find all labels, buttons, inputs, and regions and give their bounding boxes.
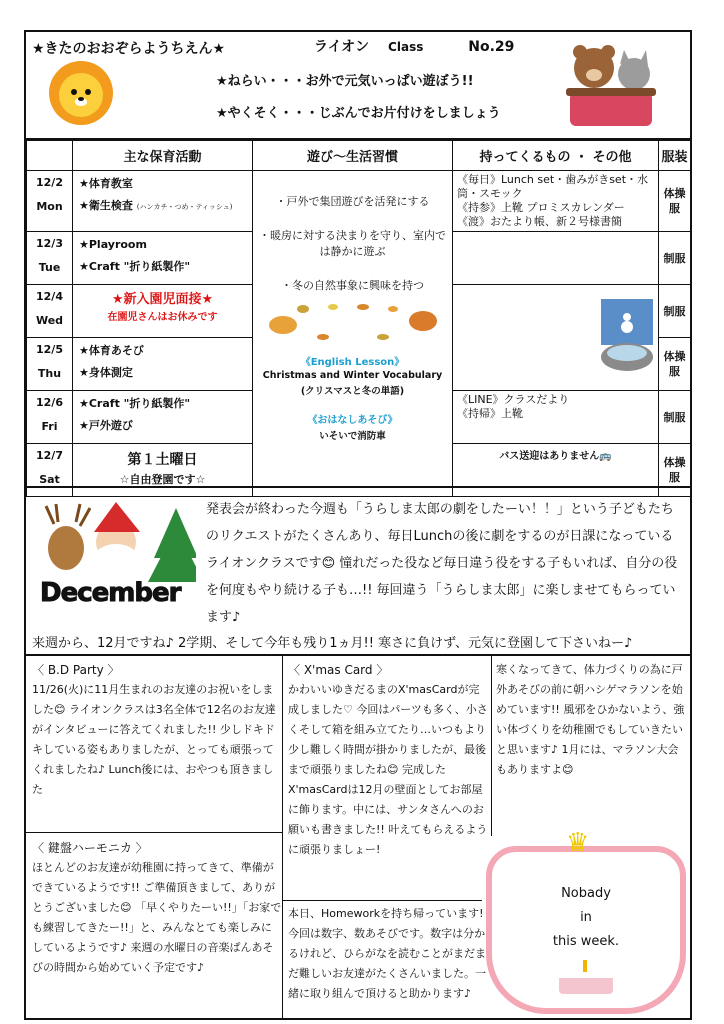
issue-number: No.29 <box>468 39 515 55</box>
activity-text: ★Craft "折り紙製作" <box>79 397 191 410</box>
lion-illustration <box>46 58 116 128</box>
uniform-cell: 体操服 <box>659 338 691 391</box>
bring-item: 《持帰》上靴 <box>457 407 523 420</box>
date-label: 12/4 <box>36 290 63 303</box>
activity-note: 在園児さんはお休みです <box>107 312 218 323</box>
activity-text: 第１土曜日 <box>127 452 198 468</box>
activity-text: ★新入園児面接★ <box>111 292 214 307</box>
activity-text: ★戸外遊び <box>79 419 133 432</box>
header-date <box>27 141 73 171</box>
bring-item: 《持参》上靴 プロミスカレンダー <box>457 201 625 214</box>
notes-section <box>26 654 690 1018</box>
goal-promise: ★やくそく・・・じぶんでお片付けをしましょう <box>216 106 501 121</box>
day-cell <box>27 338 73 391</box>
divider <box>491 656 492 836</box>
weekday-label: Sat <box>39 473 60 486</box>
autumn-leaves-illustration <box>263 301 443 343</box>
homework-note <box>288 904 488 1004</box>
day-cell <box>27 171 73 232</box>
bring-item: 《LINE》クラスだより <box>457 393 570 406</box>
date-label: 12/6 <box>36 396 63 409</box>
school-name: ★きたのおおぞらようちえん★ <box>32 41 226 57</box>
december-title: December <box>40 578 181 608</box>
uniform-cell: 体操服 <box>659 171 691 232</box>
uniform-cell: 制服 <box>659 391 691 444</box>
class-info <box>314 36 514 56</box>
divider <box>282 900 482 901</box>
day-cell <box>27 391 73 444</box>
header-play: 遊び～生活習慣 <box>253 141 453 171</box>
class-label: Class <box>388 40 424 54</box>
story-play-topic: いそいで消防車 <box>319 431 386 442</box>
divider <box>26 832 282 833</box>
day-cell <box>27 232 73 285</box>
weekday-label: Thu <box>37 367 62 380</box>
keyboard-harmonica-text: ほとんどのお友達が幼稚園に持ってきて、準備ができているようです!! ご準備頂きまして、ありがとうございました😊 「早くやりたーい!!」「お家でも練習してきたー!!」と、みんなとても楽しみにしているようです♪ 来週の水曜日の音楽ぱんあそびの時間から始めていく予定です♪ <box>32 861 282 974</box>
december-message-2: 来週から、12月ですね♪ 2学期、そして今年も残り1ヵ月!! 寒さに負けず、元気に登園して下さいねー♪ <box>32 636 633 651</box>
bring-item: 《毎日》Lunch set・歯みがきset・水筒・スモック <box>457 173 649 200</box>
date-label: 12/7 <box>36 449 63 462</box>
bring-cell <box>453 391 659 444</box>
play-item: ・冬の自然事象に興味を持つ <box>281 279 424 292</box>
uniform-cell: 制服 <box>659 232 691 285</box>
english-lesson-topic-jp: (クリスマスと冬の単語) <box>300 386 405 397</box>
story-play-title: 《おはなしあそび》 <box>307 415 398 426</box>
activity-cell <box>73 338 253 391</box>
play-item: ・暖房に対する決まりを守り、室内では静かに遊ぶ <box>259 229 446 258</box>
bring-cell <box>453 285 659 391</box>
goal-aim: ★ねらい・・・お外で元気いっぱい遊ぼう!! <box>216 74 474 89</box>
activity-cell <box>73 285 253 338</box>
xmas-card-note <box>288 660 488 860</box>
birthday-message-line: in <box>580 910 592 925</box>
bd-party-title: 〈 B.D Party 〉 <box>32 663 120 677</box>
weekday-label: Mon <box>36 200 63 213</box>
birthday-card <box>486 828 686 1014</box>
date-label: 12/2 <box>36 176 63 189</box>
activity-text: ★体育教室 <box>79 177 133 190</box>
day-cell <box>27 285 73 338</box>
table-row <box>27 171 691 232</box>
activity-text: ★身体測定 <box>79 366 133 379</box>
weekday-label: Fri <box>41 420 58 433</box>
marathon-text: 寒くなってきて、体力づくりの為に戸外あそびの前に朝ハシゲマラソンを始めています!! 風邪をひかないよう、強い体づくりを幼稚園でもしていきたいと思います♪ 1月には、マラソン大会もありますよ😊 <box>496 663 685 776</box>
weekday-label: Wed <box>35 314 64 327</box>
uniform-cell: 体操服 <box>659 444 691 497</box>
activity-cell <box>73 232 253 285</box>
bear-and-cat-kotatsu-illustration <box>556 40 666 132</box>
december-section <box>26 486 690 656</box>
homework-text: 本日、Homeworkを持ち帰っています! 今回は数字、数あそびです。数字は分かるけれど、ひらがなを読むことがまだまだ難しいお友達がたくさんいました。一緒に取り組んで頂けると助かります♪ <box>288 907 486 1000</box>
xmas-card-text: かわいいゆきだるまのX'masCardが完成しました♡ 今回はパーツも多く、小さくそして箱を組み立てたり…いつもより少し難しく時間が掛かりましたが、最後まで頑張りましたね😊 完成したX'masCardは12月の壁面としてお部屋に飾ります。中には、サンタさんへのお願いも書きました!! 叶えてもらえるように頑張りましょー! <box>288 683 488 856</box>
keyboard-harmonica-title: 〈 鍵盤ハーモニカ 〉 <box>32 841 148 855</box>
snowman-onsen-illustration <box>597 295 657 375</box>
newsletter-page <box>24 30 692 1020</box>
english-lesson-title: 《English Lesson》 <box>300 357 405 368</box>
crown-icon: ♛ <box>566 828 590 858</box>
birthday-message-line: Nobady <box>561 886 611 901</box>
bring-cell <box>453 232 659 285</box>
class-name: ライオン <box>314 39 370 55</box>
date-label: 12/5 <box>36 343 63 356</box>
weekday-label: Tue <box>38 261 61 274</box>
xmas-card-title: 〈 X'mas Card 〉 <box>288 663 389 677</box>
english-lesson-topic: Christmas and Winter Vocabulary <box>262 370 443 381</box>
activity-note: (ハンカチ・つめ・ティッシュ) <box>136 203 233 211</box>
header-activities: 主な保育活動 <box>73 141 253 171</box>
cake-icon <box>551 958 621 998</box>
activity-note: ☆自由登園です☆ <box>119 473 206 486</box>
bring-cell: バス送迎はありません🚌 <box>453 444 659 497</box>
header-uniform: 服装 <box>659 141 691 171</box>
bring-item: 《渡》おたより帳、新２号様書簡 <box>457 215 622 228</box>
december-message: 発表会が終わった今週も「うらしま太郎の劇をしたーい！！」という子どもたちのリクエストがたくさんあり、毎日Lunchの後に劇をするのが日課になっているライオンクラスです😊 憧れだった役など毎日違う役をする子もいれば、自分の役を何度もやり続ける子も…!! 毎回違う「うらしま太郎」に楽しませてもらっています♪ <box>206 502 678 625</box>
keyboard-harmonica-note <box>32 838 282 978</box>
activity-text: ★Playroom <box>79 238 147 251</box>
birthday-message <box>492 882 680 954</box>
date-label: 12/3 <box>36 237 63 250</box>
bring-cell <box>453 171 659 232</box>
bd-party-note <box>32 660 282 800</box>
bd-party-text: 11/26(火)に11月生まれのお友達のお祝いをしました😊 ライオンクラスは3名全体で12名のお友達がインタビューに答えてくれました!! 少しドキドキしている姿もありましたが、とっても頑張ってくれましたね♪ Lunch後には、おやつも頂きました <box>32 683 276 796</box>
uniform-cell: 制服 <box>659 285 691 338</box>
weekly-schedule-table <box>26 140 691 497</box>
play-habits-cell <box>253 171 453 497</box>
activity-cell <box>73 171 253 232</box>
header-bring: 持ってくるもの ・ その他 <box>453 141 659 171</box>
header <box>26 32 690 140</box>
play-item: ・戸外で集団遊びを活発にする <box>275 195 430 208</box>
birthday-message-line: this week. <box>552 934 620 949</box>
marathon-note <box>496 660 686 780</box>
activity-cell <box>73 391 253 444</box>
divider <box>282 656 283 1020</box>
activity-text: ★体育あそび <box>79 344 144 357</box>
activity-text: ★衛生検査 <box>79 199 133 212</box>
activity-text: ★Craft "折り紙製作" <box>79 260 191 273</box>
